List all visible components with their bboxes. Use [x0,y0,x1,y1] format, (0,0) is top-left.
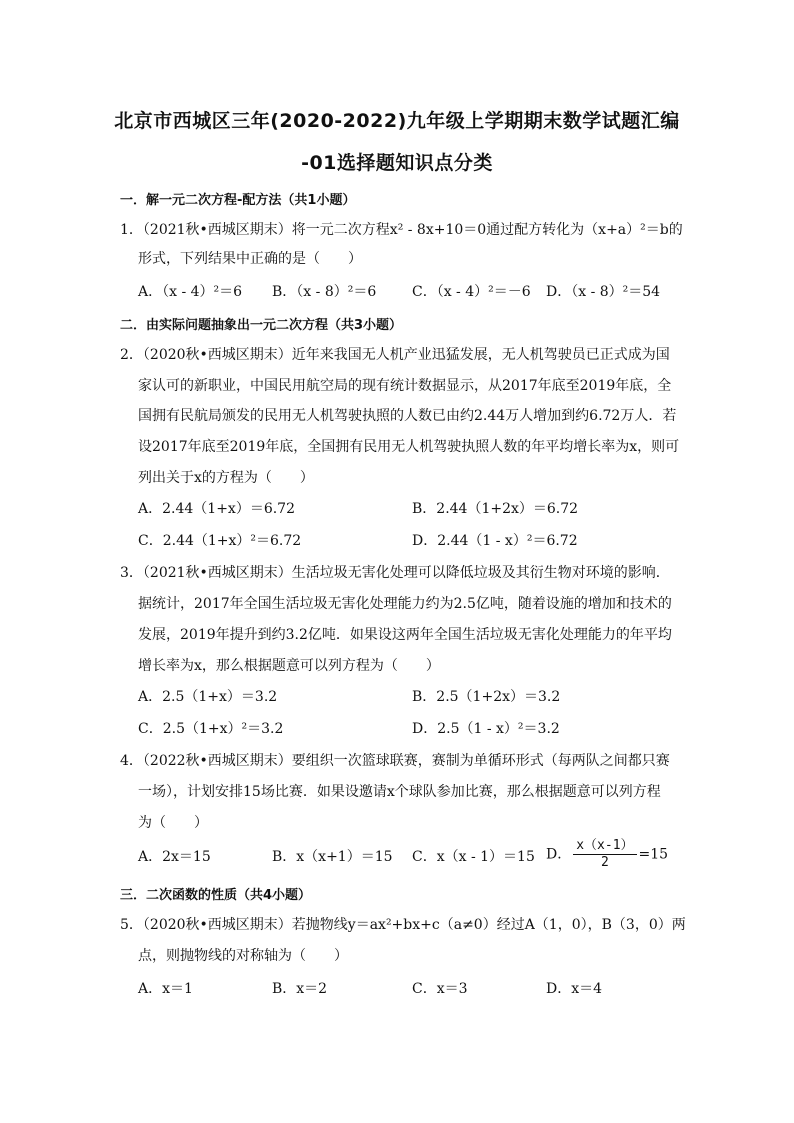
fraction-denominator: 2 [600,855,609,870]
question-4-line: 一场），计划安排15场比赛．如果设邀请x个球队参加比赛，那么根据题意可以列方程 [138,784,661,800]
fraction-rhs: =15 [638,846,669,863]
question-4-line: 4．（2022秋•西城区期末）要组织一次篮球联赛，赛制为单循环形式（每两队之间都只赛 [120,753,670,769]
question-3-option-c: C．2.5（1+x）²＝3.2 [138,721,284,737]
question-1-option-b: B．（x - 8）²＝6 [272,284,377,300]
fraction [573,838,636,871]
question-4-option-c: C．x（x - 1）＝15 [412,849,535,865]
section-heading: 一．解一元二次方程-配方法（共1小题） [120,193,356,208]
question-2-line: 家认可的新职业，中国民用航空局的现有统计数据显示，从2017年底至2019年底，全 [138,378,672,394]
fraction-numerator: x（x-1） [573,838,636,855]
question-3-line: 3．（2021秋•西城区期末）生活垃圾无害化处理可以降低垃圾及其衍生物对环境的影响． [120,565,670,581]
question-4-line: 为（ ） [138,815,208,831]
section-heading: 二．由实际问题抽象出一元二次方程（共3小题） [120,318,403,333]
question-1-option-d: D．（x - 8）²＝54 [546,284,661,300]
question-5-option-a: A．x＝1 [138,981,193,997]
question-3-option-b: B．2.5（1+2x）＝3.2 [412,689,561,705]
question-4-option-a: A．2x＝15 [138,849,211,865]
question-5-option-b: B．x＝2 [272,981,328,997]
document-title-line2: -01选择题知识点分类 [301,152,493,174]
question-4-option-d-label: D． [546,846,572,863]
question-4-option-d [546,838,668,871]
question-2-option-b: B．2.44（1+2x）＝6.72 [412,501,579,517]
question-1-option-c: C．（x - 4）²＝－6 [412,284,531,300]
question-4-option-b: B．x（x+1）＝15 [272,849,393,865]
question-5-line: 5．（2020秋•西城区期末）若抛物线y＝ax²+bx+c（a≠0）经过A（1，0），B（3，0）两 [120,917,686,933]
question-5-line: 点，则抛物线的对称轴为（ ） [138,948,348,964]
question-3-option-a: A．2.5（1+x）＝3.2 [138,689,278,705]
question-1-option-a: A．（x - 4）²＝6 [138,284,243,300]
question-2-option-a: A．2.44（1+x）＝6.72 [138,501,295,517]
question-5-option-d: D．x＝4 [546,981,603,997]
question-3-line: 增长率为x，那么根据题意可以列方程为（ ） [138,658,440,674]
section-heading: 三．二次函数的性质（共4小题） [120,888,312,903]
question-3-line: 发展，2019年提升到约3.2亿吨．如果设这两年全国生活垃圾无害化处理能力的年平均 [138,627,672,643]
question-1-line: 1．（2021秋•西城区期末）将一元二次方程x² - 8x+10＝0通过配方转化为（x+a）²＝b的 [120,222,683,238]
question-2-option-c: C．2.44（1+x）²＝6.72 [138,533,302,549]
question-3-line: 据统计，2017年全国生活垃圾无害化处理能力约为2.5亿吨，随着设施的增加和技术的 [138,596,672,612]
question-2-line: 2．（2020秋•西城区期末）近年来我国无人机产业迅猛发展，无人机驾驶员已正式成为国 [120,347,670,363]
document-title-line1: 北京市西城区三年(2020-2022)九年级上学期期末数学试题汇编 [114,110,680,132]
question-2-line: 设2017年底至2019年底，全国拥有民用无人机驾驶执照人数的年平均增长率为x，则可 [138,439,680,455]
question-5-option-c: C．x＝3 [412,981,468,997]
question-1-line: 形式，下列结果中正确的是（ ） [138,251,362,267]
question-3-option-d: D．2.5（1 - x）²＝3.2 [412,721,560,737]
question-2-line: 国拥有民航局颁发的民用无人机驾驶执照的人数已由约2.44万人增加到约6.72万人．若 [138,408,677,424]
question-2-line: 列出关于x的方程为（ ） [138,470,314,486]
question-2-option-d: D．2.44（1 - x）²＝6.72 [412,533,578,549]
